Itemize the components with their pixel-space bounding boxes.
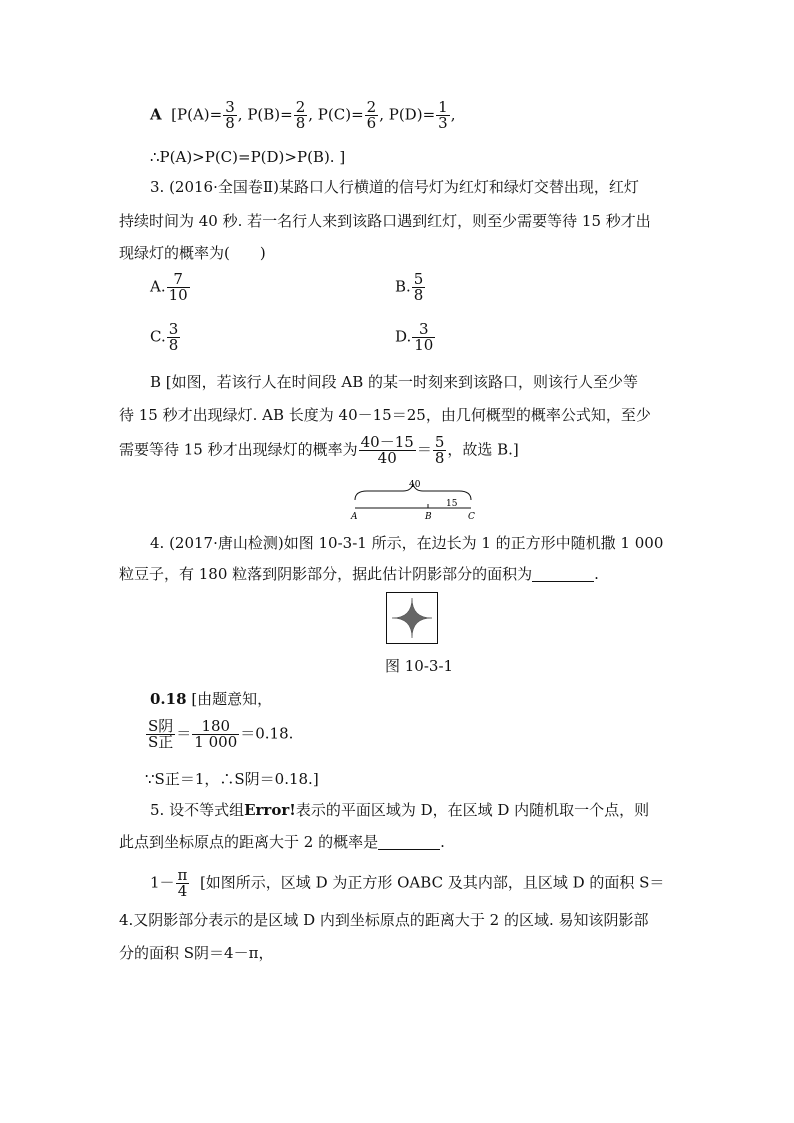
q5-line1: 5. 设不等式组Error!表示的平面区域为 D，在区域 D 内随机取一个点，则 bbox=[150, 801, 650, 819]
s4-line1: 0.18 [由题意知， bbox=[150, 690, 273, 708]
s5-line1: 1－ $\frac{\pi}{4}$ [如图所示，区域 D 为正方形 OABC 及其内部，且区域 D 的面积 S＝ bbox=[150, 866, 665, 900]
s5-line2: 4.又阴影部分表示的是区域 D 内到坐标原点的距离大于 2 的区域. 易知该阴影部 bbox=[119, 911, 649, 929]
square-figure bbox=[386, 592, 438, 644]
figure-caption: 图 10-3-1 bbox=[385, 657, 454, 675]
seg-label-b: B bbox=[425, 512, 432, 522]
option-d: D. $\frac{3}{10}$ bbox=[395, 320, 434, 354]
seg-label-c: C bbox=[468, 512, 475, 522]
q4-line2: 粒豆子，有 180 粒落到阴影部分，据此估计阴影部分的面积为 . bbox=[119, 565, 599, 583]
seg-label-a: A bbox=[351, 512, 358, 522]
s3-line1: B [如图，若该行人在时间段 AB 的某一时刻来到该路口，则该行人至少等 bbox=[150, 373, 639, 391]
seg-label-40: 40 bbox=[409, 480, 421, 490]
q4-line1: 4. (2017·唐山检测)如图 10-3-1 所示，在边长为 1 的正方形中随机撒 1 000 bbox=[150, 534, 664, 552]
q5-line2: 此点到坐标原点的距离大于 2 的概率是 . bbox=[119, 833, 445, 851]
s3-line2: 待 15 秒才出现绿灯. AB 长度为 40－15＝25，由几何概型的概率公式知，至少 bbox=[119, 406, 651, 424]
option-a: A. $\frac{7}{10}$ bbox=[150, 270, 188, 304]
conclusion: ∴P(A)>P(C)=P(D)>P(B). ] bbox=[150, 148, 346, 166]
seg-label-15: 15 bbox=[446, 499, 458, 509]
q3-line2: 持续时间为 40 秒. 若一名行人来到该路口遇到红灯，则至少需要等待 15 秒才出 bbox=[119, 212, 651, 230]
segment-diagram bbox=[345, 478, 480, 522]
answer-2: A [P(A)= $\frac{3}{8}$ , P(B)= $\frac{2}{8}$ , P(C)= $\frac{2}{6}$ , P(D)= $\frac{1}{3}$ , bbox=[150, 98, 456, 132]
s4-line2: $\frac{\text{S阴}}{\text{S正}}$ ＝ $\frac{180}{1 000}$ ＝0.18. bbox=[148, 717, 294, 751]
s4-line3: ∵S正＝1，∴S阴＝0.18.] bbox=[145, 770, 319, 788]
s5-line3: 分的面积 S阴＝4－π， bbox=[119, 944, 274, 962]
q3-line1: 3. (2016·全国卷Ⅱ)某路口人行横道的信号灯为红灯和绿灯交替出现，红灯 bbox=[150, 178, 639, 196]
q3-line3: 现绿灯的概率为( ) bbox=[119, 244, 266, 262]
option-b: B. $\frac{5}{8}$ bbox=[395, 270, 424, 304]
s3-line3: 需要等待 15 秒才出现绿灯的概率为 $\frac{40-15}{40}$ ＝ $\frac{5}{8}$ ，故选 B.] bbox=[119, 433, 519, 467]
option-c: C. $\frac{3}{8}$ bbox=[150, 320, 179, 354]
